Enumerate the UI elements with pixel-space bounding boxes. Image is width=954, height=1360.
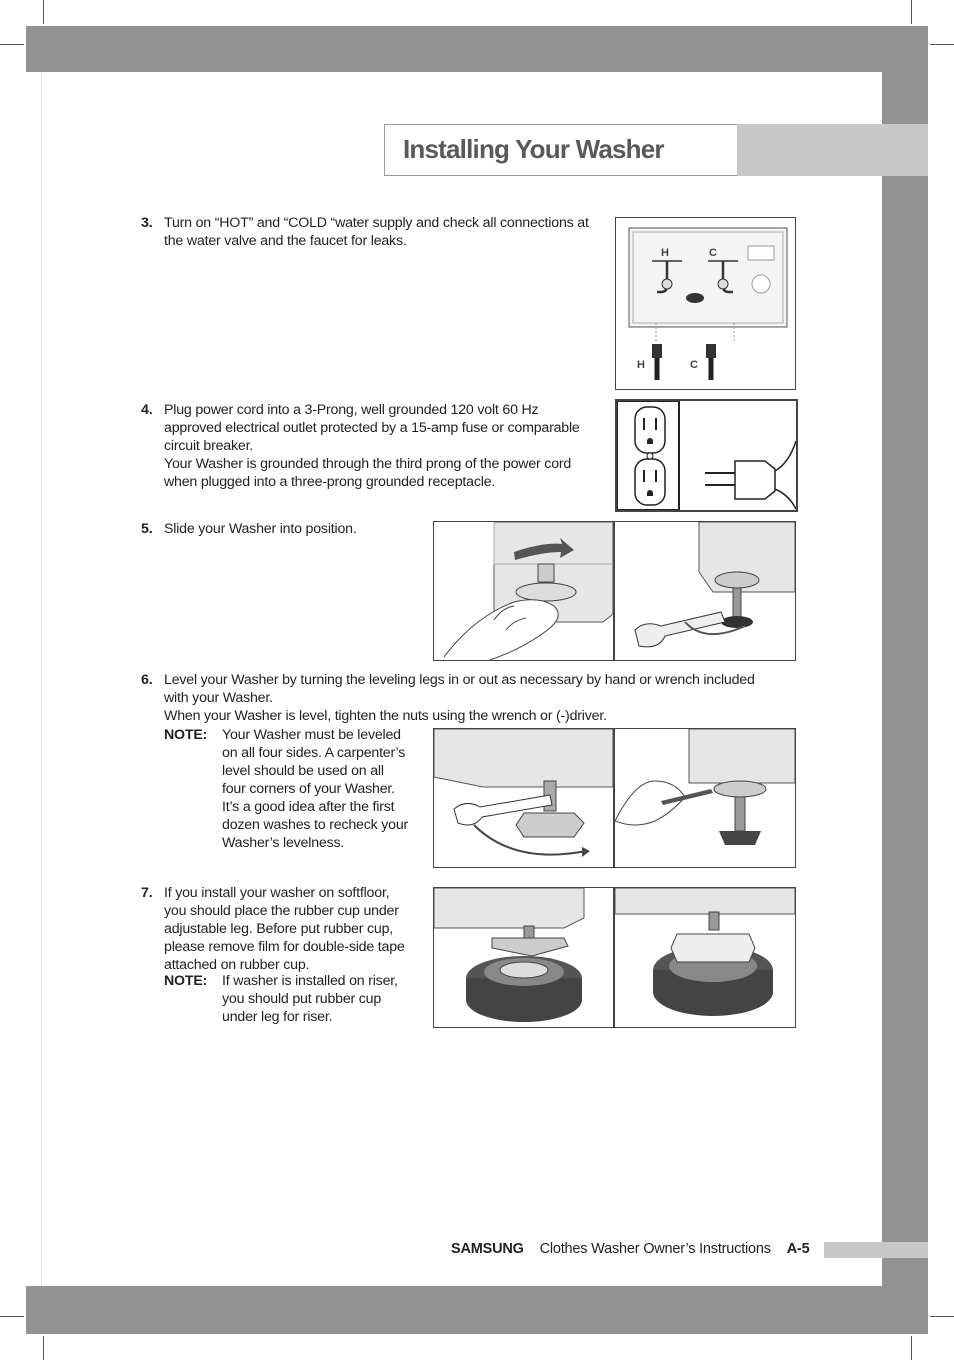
cold-label: C bbox=[690, 359, 698, 371]
note-text-line: four corners of your Washer. bbox=[222, 781, 395, 797]
step-number: 7. bbox=[141, 885, 153, 901]
title-grey-block bbox=[737, 124, 928, 176]
step-text-line: please remove film for double-side tape bbox=[164, 939, 405, 955]
note-label: NOTE: bbox=[164, 973, 208, 989]
footer-grey-bar bbox=[824, 1242, 928, 1258]
note-text-line: dozen washes to recheck your bbox=[222, 817, 409, 833]
step-number: 5. bbox=[141, 521, 153, 537]
hot-label: H bbox=[637, 359, 645, 371]
step-text-line: with your Washer. bbox=[164, 690, 273, 706]
crop-mark bbox=[43, 1336, 44, 1360]
left-margin-line bbox=[41, 72, 42, 1286]
power-outlet-illustration bbox=[615, 399, 798, 512]
faucet-connection-illustration bbox=[615, 217, 796, 390]
note-text-line: If washer is installed on riser, bbox=[222, 973, 398, 989]
bottom-grey-band bbox=[26, 1286, 928, 1334]
crop-mark bbox=[930, 44, 954, 45]
step-text-line: adjustable leg. Before put rubber cup, bbox=[164, 921, 394, 937]
crop-mark bbox=[911, 0, 912, 24]
crop-mark bbox=[911, 1336, 912, 1360]
note-label: NOTE: bbox=[164, 727, 208, 743]
hand-adjust-leg-illustration bbox=[433, 521, 614, 661]
step-text-line: Plug power cord into a 3-Prong, well grounded 120 volt 60 Hz bbox=[164, 402, 539, 418]
crop-mark bbox=[930, 1316, 954, 1317]
step-text-line: circuit breaker. bbox=[164, 438, 254, 454]
cold-label-top: C bbox=[709, 247, 717, 259]
section-title-box bbox=[384, 124, 737, 176]
level-wrench-illustration bbox=[433, 728, 614, 868]
step-number: 3. bbox=[141, 215, 153, 231]
step-text-line: attached on rubber cup. bbox=[164, 957, 310, 973]
note-text-line: under leg for riser. bbox=[222, 1009, 333, 1025]
rubber-cup-installed-illustration bbox=[614, 887, 796, 1028]
crop-mark bbox=[0, 44, 24, 45]
hot-label-top: H bbox=[661, 247, 669, 259]
note-text-line: It’s a good idea after the first bbox=[222, 799, 395, 815]
right-grey-band bbox=[882, 26, 928, 1334]
note-text-line: level should be used on all bbox=[222, 763, 384, 779]
rubber-cup-illustration bbox=[433, 887, 614, 1028]
step-text-line: approved electrical outlet protected by a 15-amp fuse or comparable bbox=[164, 420, 580, 436]
level-driver-illustration bbox=[614, 728, 796, 868]
crop-mark bbox=[0, 1316, 24, 1317]
footer-page-number: A-5 bbox=[786, 1241, 810, 1257]
step-text-line: Your Washer is grounded through the third prong of the power cord bbox=[164, 456, 572, 472]
wrench-adjust-leg-illustration bbox=[614, 521, 796, 661]
step-text-line: you should place the rubber cup under bbox=[164, 903, 399, 919]
step-text-line: the water valve and the faucet for leaks. bbox=[164, 233, 407, 249]
footer-text: Clothes Washer Owner’s Instructions bbox=[539, 1241, 771, 1257]
step-text-line: Level your Washer by turning the leveling legs in or out as necessary by hand or wrench included bbox=[164, 672, 755, 688]
step-number: 6. bbox=[141, 672, 153, 688]
step-text-line: Turn on “HOT” and “COLD “water supply and check all connections at bbox=[164, 215, 589, 231]
note-text-line: on all four sides. A carpenter’s bbox=[222, 745, 406, 761]
footer bbox=[451, 1241, 809, 1257]
note-text-line: Your Washer must be leveled bbox=[222, 727, 401, 743]
footer-brand: SAMSUNG bbox=[451, 1241, 524, 1257]
step-text-line: Slide your Washer into position. bbox=[164, 521, 357, 537]
step-text-line: when plugged into a three-prong grounded receptacle. bbox=[164, 474, 496, 490]
top-grey-band bbox=[26, 26, 928, 72]
page-title: Installing Your Washer bbox=[403, 134, 664, 164]
step-text-line: If you install your washer on softfloor, bbox=[164, 885, 390, 901]
step-text-line: When your Washer is level, tighten the nuts using the wrench or (-)driver. bbox=[164, 708, 607, 724]
crop-mark bbox=[43, 0, 44, 24]
note-text-line: you should put rubber cup bbox=[222, 991, 382, 1007]
note-text-line: Washer’s levelness. bbox=[222, 835, 345, 851]
step-number: 4. bbox=[141, 402, 153, 418]
